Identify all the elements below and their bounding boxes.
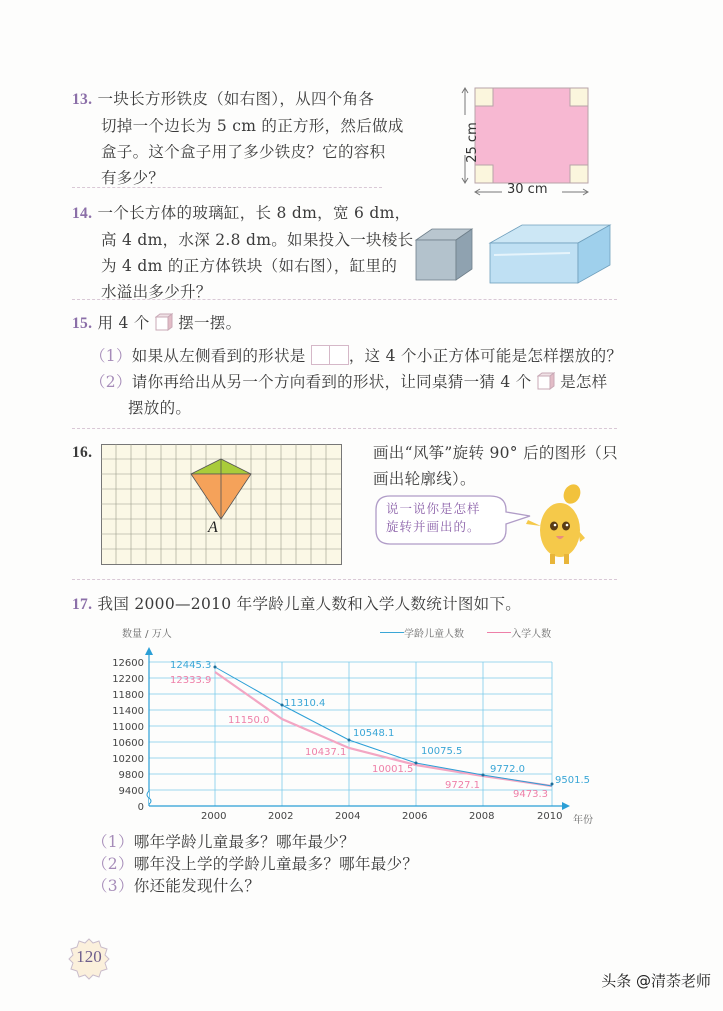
page-number: 120 [76, 947, 102, 966]
y-tick-labels [108, 656, 144, 816]
problem-text-line: 有多少？ [101, 169, 165, 187]
bubble-line: 说一说你是怎样 [386, 501, 481, 516]
data-label: 11310.4 [284, 698, 326, 709]
data-label: 12333.9 [170, 675, 212, 686]
height-label: 25 cm [464, 122, 480, 163]
data-label: 10075.5 [421, 746, 463, 757]
x-axis-title: 年份 [573, 815, 593, 826]
problem-text-line: 盒子。这个盒子用了多少铁皮？它的容积 [101, 143, 386, 161]
dashed-divider [72, 299, 617, 300]
problem-text: 请你再给出从另一个方向看到的形状，让同桌猜一猜 4 个 [131, 373, 532, 391]
x-tick: 2002 [268, 811, 294, 822]
question-text: 哪年没上学的学龄儿童最多？哪年最少？ [133, 855, 419, 873]
problem-text: 用 4 个 [97, 314, 150, 332]
instruction-line: 画出轮廓线）。 [373, 470, 476, 488]
problem-number: 15. [72, 315, 93, 332]
dashed-divider [72, 187, 382, 188]
data-label: 12445.3 [170, 660, 212, 671]
y-tick: 12600 [112, 658, 144, 669]
problem-text-line: 一块长方形铁皮（如右图），从四个角各 [97, 90, 375, 108]
problem-text: 是怎样 [560, 373, 608, 391]
legend-swatch-pink [487, 632, 511, 633]
dashed-divider [72, 579, 617, 580]
data-label: 10437.1 [305, 747, 347, 758]
legend-swatch-blue [380, 632, 404, 633]
y-tick: 9800 [118, 770, 144, 781]
y-tick: 9400 [118, 786, 144, 797]
x-tick: 2006 [402, 811, 428, 822]
data-label: 9473.3 [513, 789, 548, 800]
problem-text: ，这 4 个小正方体可能是怎样摆放的？ [348, 347, 623, 365]
legend [380, 625, 551, 640]
sub-label: （1） [90, 347, 132, 365]
kite-grid[interactable] [101, 444, 343, 566]
problem-text: 摆一摆。 [178, 314, 242, 332]
y-tick: 11000 [112, 722, 144, 733]
problem-text-line: 切掉一个边长为 5 cm 的正方形，然后做成 [101, 117, 404, 135]
legend-label: 学龄儿童人数 [404, 629, 464, 640]
data-label: 9501.5 [555, 775, 590, 786]
problem-17-title [72, 591, 521, 618]
problem-text: 摆放的。 [128, 399, 192, 417]
y-tick: 10200 [112, 754, 144, 765]
data-label: 11150.0 [228, 715, 270, 726]
problem-14 [72, 200, 413, 305]
y-tick: 11800 [112, 690, 144, 701]
problem-15 [72, 310, 622, 421]
small-cube-icon [537, 372, 555, 390]
speech-bubble-text [386, 500, 481, 536]
problem-text-line: 一个长方体的玻璃缸，长 8 dm，宽 6 dm， [97, 204, 411, 222]
problem-13 [72, 86, 404, 191]
problem-text-line: 高 4 dm，水深 2.8 dm。如果投入一块棱长 [101, 231, 414, 249]
watermark-text: 头条 @清荼老师 [601, 972, 711, 990]
y-tick: 11400 [112, 706, 144, 717]
problem-number: 16. [72, 444, 93, 461]
data-label: 9772.0 [490, 764, 525, 775]
problem-text: 如果从左侧看到的形状是 [131, 347, 306, 365]
sub-label: （3） [92, 877, 134, 895]
potato-mascot-icon [522, 482, 602, 568]
line-chart [100, 645, 570, 830]
question-text: 哪年学龄儿童最多？哪年最少？ [133, 833, 355, 851]
bubble-line: 旋转并画出的。 [386, 519, 481, 534]
problem-number: 13. [72, 91, 93, 108]
data-label: 9727.1 [445, 780, 480, 791]
instruction-line: 画出“风筝”旋转 90° 后的图形（只 [373, 444, 618, 462]
data-label: 10548.1 [353, 728, 395, 739]
question-text: 你还能发现什么？ [133, 877, 261, 895]
two-square-shape-icon [311, 345, 349, 365]
x-tick: 2008 [469, 811, 495, 822]
x-tick: 2004 [335, 811, 361, 822]
problem-text: 我国 2000—2010 年学龄儿童人数和入学人数统计图如下。 [97, 595, 522, 613]
sub-label: （2） [92, 855, 134, 873]
dashed-divider [72, 428, 617, 429]
sub-label: （1） [92, 833, 134, 851]
cube-and-tank-figure [410, 215, 615, 290]
sub-label: （2） [90, 373, 132, 391]
y-tick: 12200 [112, 674, 144, 685]
x-tick: 2000 [201, 811, 227, 822]
small-cube-icon [155, 313, 173, 331]
problem-number: 17. [72, 596, 93, 613]
legend-label: 入学人数 [511, 629, 552, 640]
data-label: 10001.5 [372, 764, 414, 775]
y-tick: 10600 [112, 738, 144, 749]
problem-17-questions [92, 831, 418, 897]
problem-text-line: 为 4 dm 的正方体铁块（如右图），缸里的 [101, 257, 398, 275]
problem-text-line: 水溢出多少升？ [101, 283, 212, 301]
width-label: 30 cm [507, 182, 548, 197]
x-tick: 2010 [537, 811, 563, 822]
y-axis-title: 数量 / 万人 [122, 629, 172, 640]
point-a-label: A [208, 519, 218, 536]
problem-number: 14. [72, 205, 93, 222]
y-tick: 0 [137, 802, 144, 813]
